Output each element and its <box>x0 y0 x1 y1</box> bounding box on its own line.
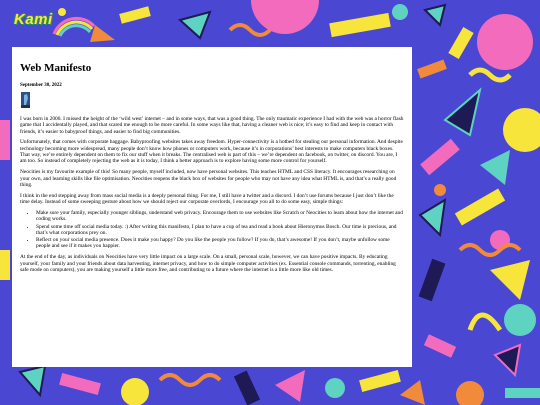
list-item: • Make sure your family, especially younger siblings, understand web privacy. Encourage them to use websites like Scratch or Neocities to learn about how the internet and coding works. <box>36 210 404 223</box>
post-paragraph-4: I think in the end stepping away from mass social media is a deeply personal thing. For me, I still have a twitter and a discord. I don’t use forums because I just don’t like the time delay. Instead of some sweeping gesture about how we should reject our corporate overlords, I encourage you all to do some easy, simple things: <box>20 192 394 206</box>
post-paragraph-3: Neocities is my favourite example of this! So many people, myself included, now have personal websites. This teaches HTML and CSS literacy. It encourages researching on your own, and learning skills like file optimisation. Neocities reopens the black box of websites for people who may not have any idea what HTML is, and that’s a really good thing. <box>20 169 397 188</box>
list-item: • Reflect on your social media presence. Does it make you happy? Do you like the people you follow? If you do, that’s awesome! If you don’t, maybe unfollow some people and see if it makes you happier. <box>36 237 404 250</box>
post-paragraph-2: Unfortunately, that comes with corporate baggage. Babyproofing websites takes away freedom. Hyper-connectivity is a hotbed for stealing our personal information. And despite technology becoming more widespread, many people don’t know how phones or computers work, because it’s in corporations’ best interests to make computers black boxes. That way, we’re entirely dependent on them to fix our stuff when it breaks. The centralised web is part of this – we’re dependent on facebook, on twitter, on discord. You are, I am too. So instead of completely rejecting the web as it is today, I think a better approach is to explore having some more control for yourself. <box>20 139 403 165</box>
post-paragraph-1: I was born in 2000. I missed the height of the ‘wild west’ internet – and in some ways, that was a good thing. The only traumatic experience I had with the web was a horror flash game that I accidentally played, and that scared me enough to be more careful. In some ways like that, having a cleaner web is nice; it’s easy to find and keep in contact with friends, it’s easier to babyproof things, and easier to find big communities. <box>20 116 404 135</box>
tips-list <box>20 210 404 250</box>
post-date: September 30, 2022 <box>20 83 62 88</box>
post-closing-paragraph: At the end of the day, as individuals on Neocities have very little impact on a large scale. On a small, personal scale, however, we can have positive impacts. By educating yourself, your family and your friends about data harvesting, internet privacy, and how to do simple computer activities (ex. Essential console commands, torrenting, enabling safe mode on computers), you are making yourself a little more free, and contributing to a future where the internet is a little more like old times. <box>20 254 396 273</box>
post-card <box>12 47 412 367</box>
figure-thumbnail-icon <box>21 92 30 108</box>
list-item: • Spend some time off social media today. :) After writing this manifesto, I plan to have a cup of tea and read a book about Hieronymus Bosch. Our time is precious, and that’s what corporations prey on. <box>36 224 404 237</box>
logo-text: Kami <box>14 11 53 28</box>
site-logo[interactable] <box>4 4 96 40</box>
post-title: Web Manifesto <box>20 62 92 74</box>
